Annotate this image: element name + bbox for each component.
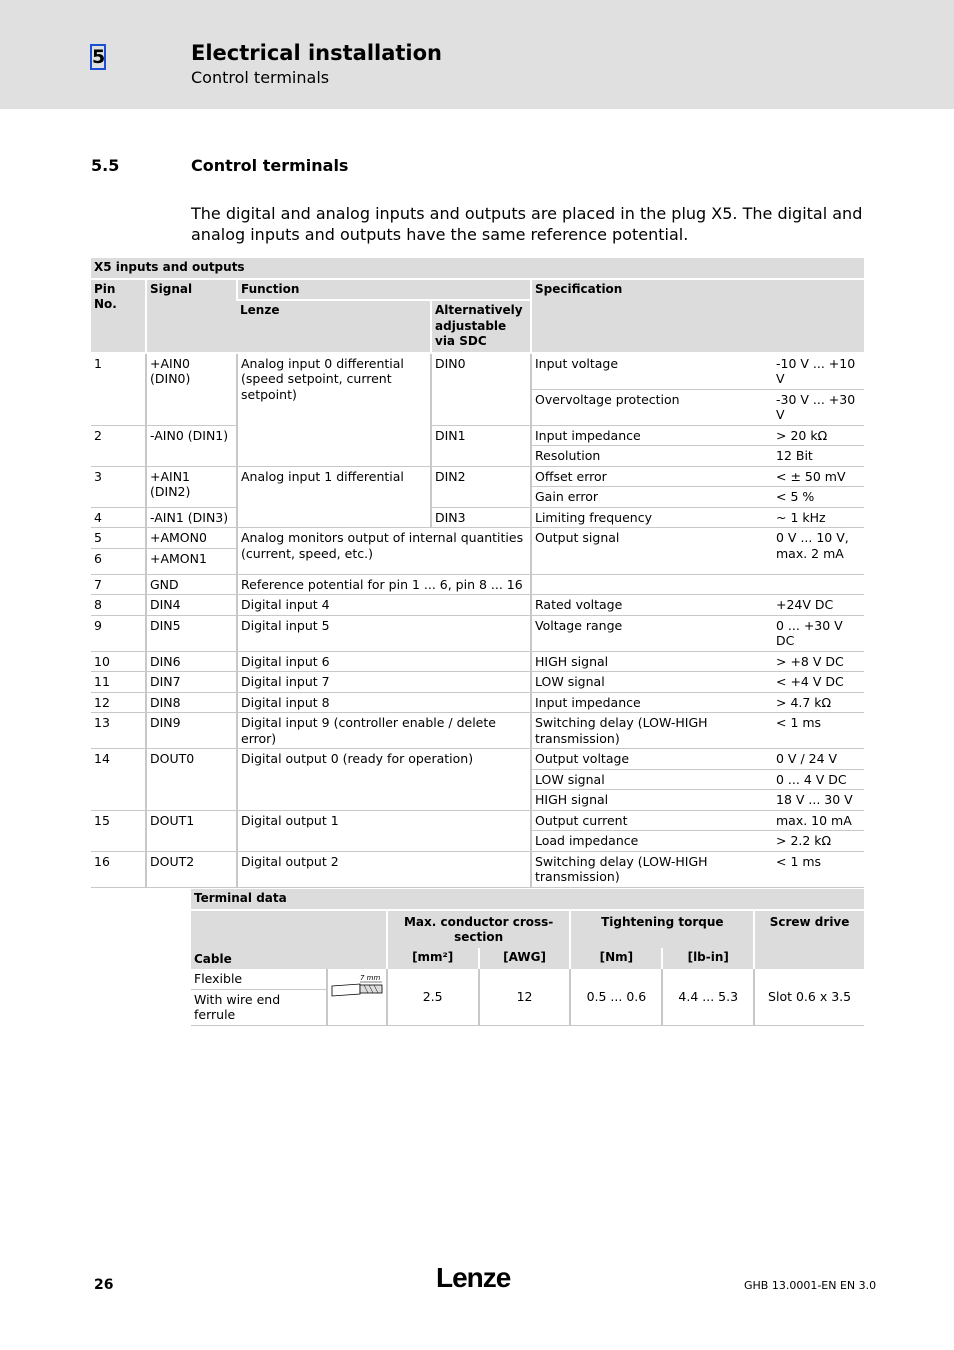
spec-value: 0 ... +30 V DC xyxy=(773,615,864,651)
h-signal: Signal xyxy=(146,279,237,353)
pin-cell: 8 xyxy=(91,595,146,616)
spec-empty xyxy=(531,574,864,595)
signal-cell: +AMON0 xyxy=(146,528,237,549)
h-cross-section: Max. conductor cross-section xyxy=(387,910,571,948)
spec-value: < 1 ms xyxy=(773,713,864,749)
function-cell: Digital input 9 (controller enable / delete error) xyxy=(237,713,531,749)
alt-cell: DIN3 xyxy=(431,507,531,528)
h-lenze: Lenze xyxy=(237,300,431,353)
h-pin: Pin No. xyxy=(91,279,146,353)
function-cell: Analog input 1 differential xyxy=(237,466,431,528)
spec-label: Limiting frequency xyxy=(531,507,773,528)
spec-value: < +4 V DC xyxy=(773,672,864,693)
spec-label: LOW signal xyxy=(531,769,773,790)
page-number: 26 xyxy=(94,1277,114,1293)
wire-strip-icon xyxy=(327,969,387,1025)
signal-cell: DIN5 xyxy=(146,615,237,651)
section-number: 5.5 xyxy=(91,156,120,175)
pin-cell: 13 xyxy=(91,713,146,749)
alt-cell: DIN1 xyxy=(431,425,531,466)
terminal-data-table xyxy=(191,889,864,1026)
torque-lbin: 4.4 ... 5.3 xyxy=(662,969,754,1025)
spec-label: LOW signal xyxy=(531,672,773,693)
spec-value: 0 V / 24 V xyxy=(773,749,864,770)
signal-cell: +AIN1 (DIN2) xyxy=(146,466,237,507)
h-awg: [AWG] xyxy=(479,948,571,970)
spec-value: ~ 1 kHz xyxy=(773,507,864,528)
spec-value: -30 V ... +30 V xyxy=(773,389,864,425)
intro-paragraph: The digital and analog inputs and outputs are placed in the plug X5. The digital and analog inputs and outputs have the same reference potential. xyxy=(191,204,863,244)
spec-label: Output signal xyxy=(531,528,773,575)
function-cell: Digital input 5 xyxy=(237,615,531,651)
svg-text:7 mm: 7 mm xyxy=(359,974,381,982)
signal-cell: +AIN0 (DIN0) xyxy=(146,353,237,426)
function-cell: Digital input 4 xyxy=(237,595,531,616)
spec-label: Switching delay (LOW-HIGH transmission) xyxy=(531,713,773,749)
pin-cell: 16 xyxy=(91,851,146,887)
spec-value: 0 V ... 10 V, max. 2 mA xyxy=(773,528,864,575)
spec-value: > 2.2 kΩ xyxy=(773,831,864,852)
spec-value: > 4.7 kΩ xyxy=(773,692,864,713)
pin-cell: 11 xyxy=(91,672,146,693)
chapter-title: Electrical installation xyxy=(191,41,442,65)
spec-label: Input impedance xyxy=(531,692,773,713)
pin-cell: 2 xyxy=(91,425,146,466)
signal-cell: DIN4 xyxy=(146,595,237,616)
spec-label: Rated voltage xyxy=(531,595,773,616)
pin-cell: 9 xyxy=(91,615,146,651)
spec-label: HIGH signal xyxy=(531,651,773,672)
pin-cell: 10 xyxy=(91,651,146,672)
signal-cell: GND xyxy=(146,574,237,595)
spec-label: HIGH signal xyxy=(531,790,773,811)
spec-value: 12 Bit xyxy=(773,446,864,467)
pin-cell: 7 xyxy=(91,574,146,595)
h-mm2: [mm²] xyxy=(387,948,479,970)
spec-value: +24V DC xyxy=(773,595,864,616)
spec-value: -10 V ... +10 V xyxy=(773,353,864,390)
h-spec: Specification xyxy=(531,279,864,353)
spec-label: Overvoltage protection xyxy=(531,389,773,425)
spec-label: Gain error xyxy=(531,487,773,508)
spec-value: < 1 ms xyxy=(773,851,864,887)
function-cell: Reference potential for pin 1 ... 6, pin 8 ... 16 xyxy=(237,574,531,595)
spec-value: 0 ... 4 V DC xyxy=(773,769,864,790)
function-cell: Digital output 2 xyxy=(237,851,531,887)
function-cell: Analog input 0 differential (speed setpoint, current setpoint) xyxy=(237,353,431,467)
signal-cell: DOUT0 xyxy=(146,749,237,811)
h-torque: Tightening torque xyxy=(570,910,754,948)
spec-label: Input voltage xyxy=(531,353,773,390)
spec-label: Output current xyxy=(531,810,773,831)
spec-value: > +8 V DC xyxy=(773,651,864,672)
signal-cell: DIN6 xyxy=(146,651,237,672)
cross-mm2: 2.5 xyxy=(387,969,479,1025)
page-header xyxy=(0,0,954,109)
signal-cell: DIN8 xyxy=(146,692,237,713)
pin-cell: 3 xyxy=(91,466,146,507)
function-cell: Analog monitors output of internal quantities (current, speed, etc.) xyxy=(237,528,531,575)
pin-cell: 5 xyxy=(91,528,146,549)
signal-cell: DOUT2 xyxy=(146,851,237,887)
pin-cell: 15 xyxy=(91,810,146,851)
function-cell: Digital input 8 xyxy=(237,692,531,713)
h-screw-drive: Screw drive xyxy=(754,910,864,970)
spec-value: < ± 50 mV xyxy=(773,466,864,487)
function-cell: Digital output 1 xyxy=(237,810,531,851)
pin-cell: 12 xyxy=(91,692,146,713)
signal-cell: DIN9 xyxy=(146,713,237,749)
alt-cell: DIN2 xyxy=(431,466,531,507)
h-cable: Cable xyxy=(194,951,232,966)
x5-io-table xyxy=(91,258,864,888)
function-cell: Digital output 0 (ready for operation) xyxy=(237,749,531,811)
table2-title: Terminal data xyxy=(191,889,864,910)
signal-cell: -AIN1 (DIN3) xyxy=(146,507,237,528)
signal-cell: DOUT1 xyxy=(146,810,237,851)
screw-drive: Slot 0.6 x 3.5 xyxy=(754,969,864,1025)
h-nm: [Nm] xyxy=(570,948,662,970)
pin-cell: 4 xyxy=(91,507,146,528)
spec-value: max. 10 mA xyxy=(773,810,864,831)
section-title: Control terminals xyxy=(191,156,349,175)
spec-label: Offset error xyxy=(531,466,773,487)
cable-ferrule: With wire end ferrule xyxy=(191,989,327,1025)
pin-cell: 1 xyxy=(91,353,146,426)
chapter-subtitle: Control terminals xyxy=(191,68,330,87)
lenze-logo: Lenze xyxy=(436,1262,511,1293)
function-cell: Digital input 7 xyxy=(237,672,531,693)
h-function: Function xyxy=(237,279,531,301)
spec-label: Resolution xyxy=(531,446,773,467)
signal-cell: -AIN0 (DIN1) xyxy=(146,425,237,466)
spec-value: > 20 kΩ xyxy=(773,425,864,446)
function-cell: Digital input 6 xyxy=(237,651,531,672)
chapter-number[interactable]: 5 xyxy=(92,46,106,68)
cross-awg: 12 xyxy=(479,969,571,1025)
signal-cell: +AMON1 xyxy=(146,548,237,574)
pin-cell: 14 xyxy=(91,749,146,811)
torque-nm: 0.5 ... 0.6 xyxy=(570,969,662,1025)
spec-value: < 5 % xyxy=(773,487,864,508)
signal-cell: DIN7 xyxy=(146,672,237,693)
spec-label: Input impedance xyxy=(531,425,773,446)
spec-value: 18 V ... 30 V xyxy=(773,790,864,811)
cable-flexible: Flexible xyxy=(191,969,327,989)
table1-title: X5 inputs and outputs xyxy=(91,258,864,279)
spec-label: Voltage range xyxy=(531,615,773,651)
alt-cell: DIN0 xyxy=(431,353,531,426)
h-alt: Alternatively adjustable via SDC xyxy=(431,300,531,353)
spec-label: Output voltage xyxy=(531,749,773,770)
document-id: GHB 13.0001-EN EN 3.0 xyxy=(744,1279,877,1292)
spec-label: Switching delay (LOW-HIGH transmission) xyxy=(531,851,773,887)
pin-cell: 6 xyxy=(91,548,146,574)
h-lbin: [lb-in] xyxy=(662,948,754,970)
spec-label: Load impedance xyxy=(531,831,773,852)
